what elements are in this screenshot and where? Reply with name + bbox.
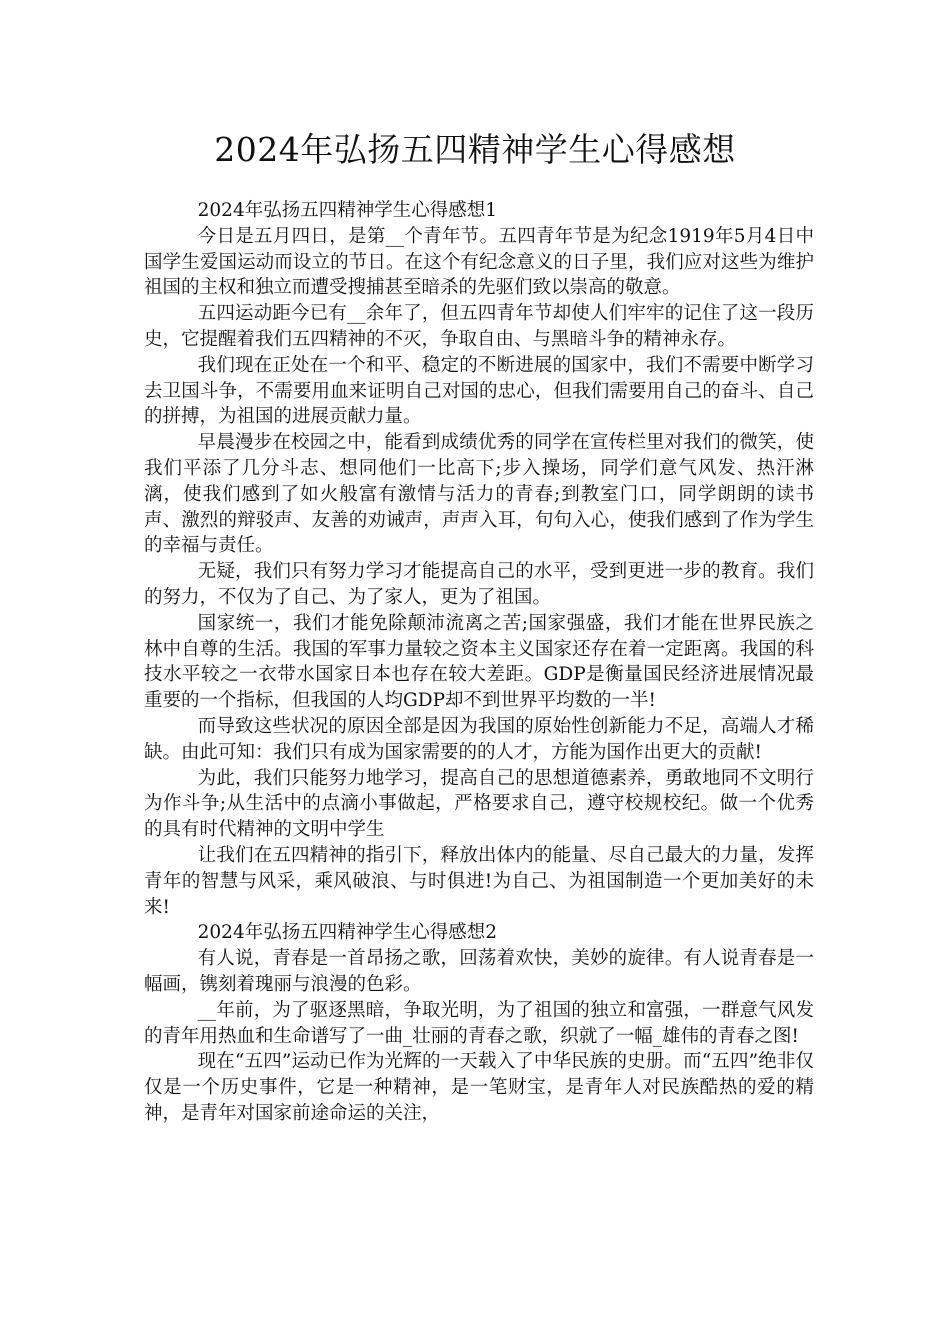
- document-title: 2024年弘扬五四精神学生心得感想: [214, 130, 736, 169]
- paragraph: 早晨漫步在校园之中，能看到成绩优秀的同学在宣传栏里对我们的微笑，使我们平添了几分斗志、想同他们一比高下;步入操场，同学们意气风发、热汗淋漓，使我们感到了如火般富有激情与活力的青春;到教室门口，同学朗朗的读书声、激烈的辩驳声、友善的劝诫声，声声入耳，句句入心，使我们感到了作为学生的幸福与责任。: [144, 432, 814, 557]
- paragraph: 今日是五月四日，是第__个青年节。五四青年节是为纪念1919年5月4日中国学生爱国运动而设立的节日。在这个有纪念意义的日子里，我们应对这些为维护祖国的主权和独立而遭受搜捕甚至暗杀的先驱们致以崇高的敬意。: [144, 225, 814, 299]
- paragraph: 现在“五四”运动已作为光辉的一天载入了中华民族的史册。而“五四”绝非仅仅是一个历史事件，它是一种精神，是一笔财宝，是青年人对民族酷热的爱的精神，是青年对国家前途命运的关注，: [144, 1051, 814, 1124]
- section-heading-2: 2024年弘扬五四精神学生心得感想2: [197, 922, 497, 944]
- document-body: [144, 198, 814, 1127]
- paragraph: 五四运动距今已有__余年了，但五四青年节却使人们牢牢的记住了这一段历史，它提醒着我们五四精神的不灭，争取自由、与黑暗斗争的精神永存。: [144, 303, 814, 350]
- paragraph: 让我们在五四精神的指引下，释放出体内的能量、尽自己最大的力量，发挥青年的智慧与风采，乘风破浪、与时俱进!为自己、为祖国制造一个更加美好的未来!: [144, 844, 814, 918]
- paragraph: 为此，我们只能努力地学习，提高自己的思想道德素养，勇敢地同不文明行为作斗争;从生活中的点滴小事做起，严格要求自己，遵守校规校纪。做一个优秀的具有时代精神的文明中学生: [144, 767, 814, 841]
- paragraph: 而导致这些状况的原因全部是因为我国的原始性创新能力不足，高端人才稀缺。由此可知：我们只有成为国家需要的的人才，方能为国作出更大的贡献!: [144, 715, 814, 763]
- paragraph: 国家统一，我们才能免除颠沛流离之苦;国家强盛，我们才能在世界民族之林中自尊的生活。我国的军事力量较之资本主义国家还存在着一定距离。我国的科技水平较之一衣带水国家日本也存在较大差距。GDP是衡量国民经济进展情况最重要的一个指标，但我国的人均GDP却不到世界平均数的一半!: [144, 612, 814, 712]
- section-heading-1: 2024年弘扬五四精神学生心得感想1: [197, 200, 497, 221]
- paragraph: __年前，为了驱逐黑暗，争取光明，为了祖国的独立和富强，一群意气风发的青年用热血和生命谱写了一曲_壮丽的青春之歌，织就了一幅_雄伟的青春之图!: [144, 999, 814, 1047]
- paragraph: 无疑，我们只有努力学习才能提高自己的水平，受到更进一步的教育。我们的努力，不仅为了自己、为了家人，更为了祖国。: [144, 561, 814, 608]
- paragraph: 有人说，青春是一首昂扬之歌，回荡着欢快，美妙的旋律。有人说青春是一幅画，镌刻着瑰丽与浪漫的色彩。: [144, 948, 814, 995]
- paragraph: 我们现在正处在一个和平、稳定的不断进展的国家中，我们不需要中断学习去卫国斗争，不需要用血来证明自己对国的忠心，但我们需要用自己的奋斗、自己的拼搏，为祖国的进展贡献力量。: [144, 354, 814, 428]
